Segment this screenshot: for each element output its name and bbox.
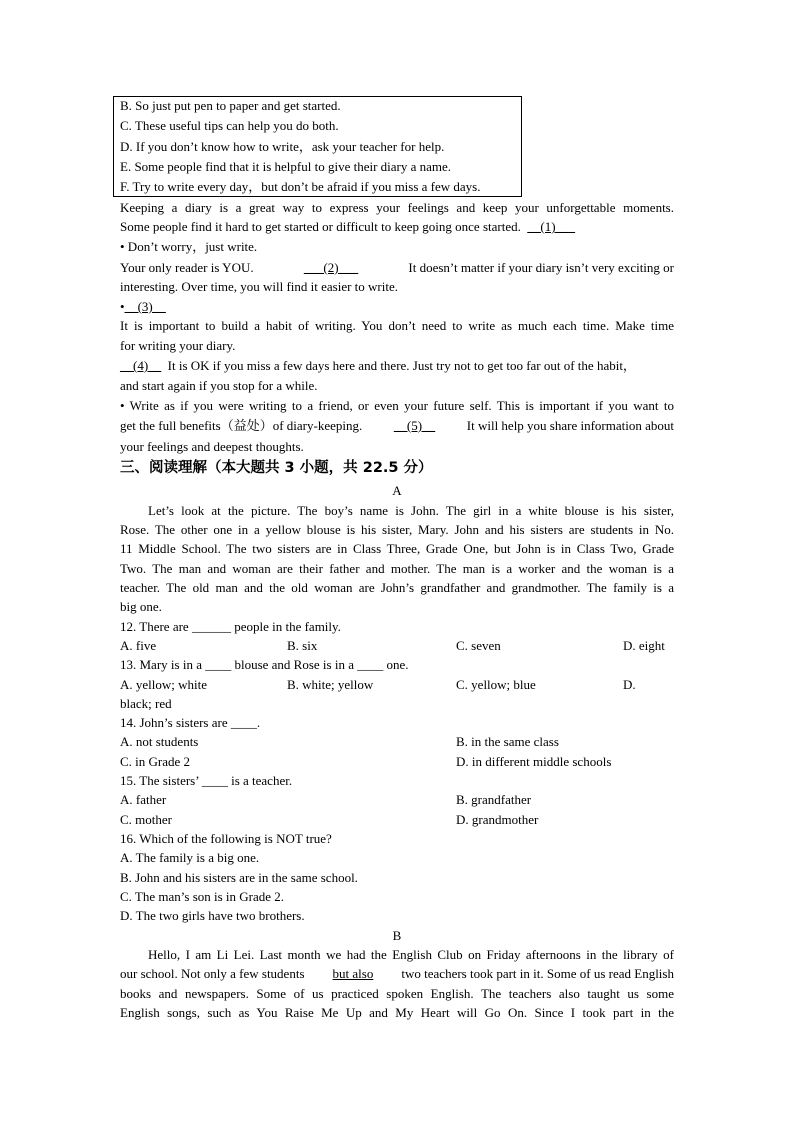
blank-1: __(1)___ — [527, 219, 576, 234]
passage-a-label: A — [392, 483, 402, 498]
passage-b-line: English songs, such as You Raise Me Up and My Heart will Go On. Since I took part in the — [120, 1005, 674, 1020]
q14-option-c[interactable]: C. in Grade 2 — [120, 754, 191, 769]
blank-3: __(3)__ — [124, 299, 166, 314]
passage-a-line: 11 Middle School. The two sisters are in Class Three, Grade One, but John is in Class Two, Grade — [120, 541, 674, 556]
passage-line: interesting. Over time, you will find it easier to write. — [120, 279, 398, 294]
options-box — [113, 96, 522, 197]
blank-5: __(5)__ — [393, 418, 436, 433]
q15-option-d[interactable]: D. grandmother — [456, 812, 539, 827]
passage-a-line: big one. — [120, 599, 162, 614]
question-14: 14. John’s sisters are ____. — [120, 715, 261, 730]
question-13: 13. Mary is in a ____ blouse and Rose is in a ____ one. — [120, 657, 409, 672]
q12-option-b[interactable]: B. six — [287, 638, 318, 653]
option-e: E. Some people find that it is helpful to give their diary a name. — [120, 158, 452, 174]
q15-option-b[interactable]: B. grandfather — [456, 792, 532, 807]
blank-4: __(4)__ — [120, 358, 162, 373]
option-f: F. Try to write every day，but don’t be afraid if you miss a few days. — [120, 179, 481, 195]
q16-option-a[interactable]: A. The family is a big one. — [120, 850, 260, 865]
passage-b-line: our school. Not only a few students but also two teachers took part in it. Some of us read English — [120, 966, 674, 981]
q15-option-a[interactable]: A. father — [120, 792, 167, 807]
passage-line: Some people find it hard to get started or difficult to keep going once started. __(1)___ — [120, 219, 576, 234]
passage-line: for writing your diary. — [120, 338, 236, 353]
passage-line: your feelings and deepest thoughts. — [120, 439, 304, 454]
passage-b-line: Hello, I am Li Lei. Last month we had the English Club on Friday afternoons in the library of — [148, 947, 674, 962]
q14-option-b[interactable]: B. in the same class — [456, 734, 559, 749]
passage-line: and start again if you stop for a while. — [120, 378, 318, 393]
passage-a-line: Two. The man and woman are their father and mother. The man is a worker and the woman is a — [120, 561, 674, 576]
bullet-line: •__(3)__ — [120, 299, 166, 314]
q14-option-d[interactable]: D. in different middle schools — [456, 754, 612, 769]
q13-option-c[interactable]: C. yellow; blue — [456, 677, 536, 692]
bullet-line: • Don’t worry，just write. — [120, 239, 258, 254]
underlined-phrase: but also — [332, 966, 374, 981]
q16-option-b[interactable]: B. John and his sisters are in the same school. — [120, 870, 358, 885]
q12-option-c[interactable]: C. seven — [456, 638, 501, 653]
passage-b-line: books and newspapers. Some of us practiced spoken English. The teachers also taught us some — [120, 986, 674, 1001]
passage-a-line: teacher. The old man and the old woman are John’s grandfather and grandmother. The family is a — [120, 580, 674, 595]
question-16: 16. Which of the following is NOT true? — [120, 831, 332, 846]
section-title: 三、阅读理解（本大题共 3 小题，共 22.5 分） — [120, 460, 433, 476]
passage-a-line: Rose. The other one in a yellow blouse is his sister, Mary. John and his sisters are students in No. — [120, 522, 674, 537]
q13-option-a[interactable]: A. yellow; white — [120, 677, 208, 692]
q13-option-d-text: black; red — [120, 696, 172, 711]
passage-line: • Write as if you were writing to a friend, or even your future self. This is important if you want to — [120, 398, 674, 413]
passage-b-label: B — [392, 928, 402, 943]
passage-line: It is important to build a habit of writing. You don’t need to write as much each time. Make time — [120, 318, 674, 333]
q12-option-a[interactable]: A. five — [120, 638, 157, 653]
passage-line: Keeping a diary is a great way to express your feelings and keep your unforgettable moments. — [120, 200, 674, 215]
q15-option-c[interactable]: C. mother — [120, 812, 172, 827]
question-12: 12. There are ______ people in the family. — [120, 619, 341, 634]
option-c: C. These useful tips can help you do both. — [120, 118, 339, 134]
option-b: B. So just put pen to paper and get started. — [120, 98, 341, 113]
blank-2: ___(2)___ — [303, 260, 359, 275]
q12-option-d[interactable]: D. eight — [623, 638, 665, 653]
q16-option-d[interactable]: D. The two girls have two brothers. — [120, 908, 305, 923]
q13-option-d[interactable]: D. — [623, 677, 636, 692]
q14-option-a[interactable]: A. not students — [120, 734, 199, 749]
option-d: D. If you don’t know how to write，ask your teacher for help. — [120, 138, 445, 154]
q16-option-c[interactable]: C. The man’s son is in Grade 2. — [120, 889, 285, 904]
passage-line: get the full benefits（益处）of diary-keeping. __(5)__ It will help you share information about — [120, 418, 674, 433]
passage-a-line: Let’s look at the picture. The boy’s name is John. The girl in a white blouse is his sister, — [148, 503, 674, 518]
passage-line: __(4)__ It is OK if you miss a few days here and there. Just try not to get too far out of the habit， — [120, 358, 636, 373]
passage-line: Your only reader is YOU. ___(2)___ It doesn’t matter if your diary isn’t very exciting or — [120, 260, 674, 275]
question-15: 15. The sisters’ ____ is a teacher. — [120, 773, 293, 788]
q13-option-b[interactable]: B. white; yellow — [287, 677, 374, 692]
